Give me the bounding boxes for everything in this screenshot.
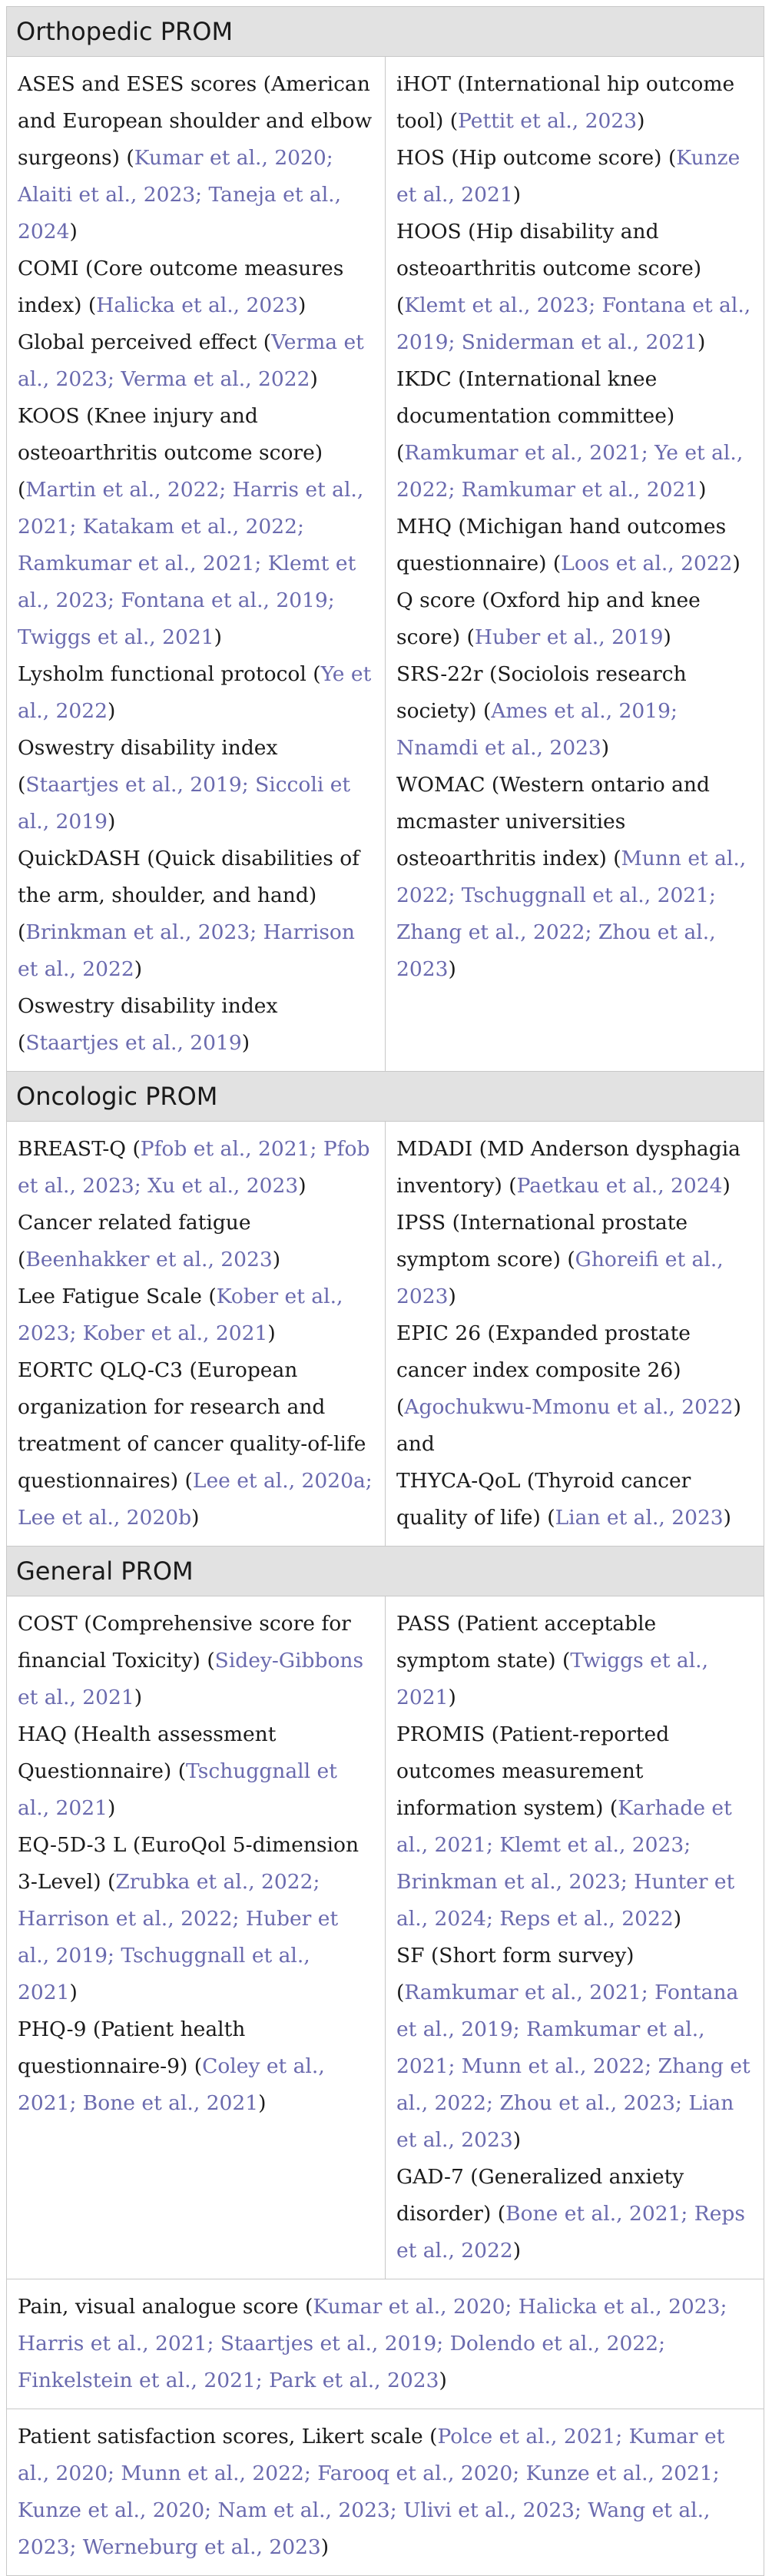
entry: MHQ (Michigan hand outcomes questionnaire) (Loos et al., 2022) bbox=[396, 515, 741, 575]
reference-link[interactable]: Beenhakker et al., 2023 bbox=[25, 1248, 273, 1271]
reference-link[interactable]: Halicka et al., 2023 bbox=[96, 293, 298, 317]
reference-link[interactable]: Lian et al., 2023 bbox=[555, 1506, 724, 1530]
oncologic-left-column bbox=[7, 1122, 386, 1547]
entry: QuickDASH (Quick disabilities of the arm, shoulder, and hand) (Brinkman et al., 2023; Harrison et al., 2022) bbox=[18, 847, 359, 981]
reference-link[interactable]: Ramkumar et al., 2021; Fontana et al., 2019; Ramkumar et al., 2021; Munn et al., 2022; Zhang et al., 2022; Zhou et al., 2023; Lian et al., 2023 bbox=[396, 1981, 750, 2152]
reference-link[interactable]: Martin et al., 2022; Harris et al., 2021; Katakam et al., 2022; Ramkumar et al., 2021; Klemt et al., 2023; Fontana et al., 2019; Twiggs et al., 2021 bbox=[18, 478, 364, 649]
entry: Lysholm functional protocol (Ye et al., 2022) bbox=[18, 662, 372, 723]
entry: KOOS (Knee injury and osteoarthritis outcome score) (Martin et al., 2022; Harris et al., 2021; Katakam et al., 2022; Ramkumar et al., 2021; Klemt et al., 2023; Fontana et al., 2019; Twiggs et al., 2021) bbox=[18, 404, 364, 649]
entry: PROMIS (Patient-reported outcomes measurement information system) (Karhade et al., 2021; Klemt et al., 2023; Brinkman et al., 2023; Hunter et al., 2024; Reps et al., 2022) bbox=[396, 1722, 735, 1931]
entry: PHQ-9 (Patient health questionnaire-9) (Coley et al., 2021; Bone et al., 2021) bbox=[18, 2017, 325, 2115]
entry: EPIC 26 (Expanded prostate cancer index composite 26) (Agochukwu-Mmonu et al., 2022) and bbox=[396, 1321, 741, 1456]
entry: IPSS (International prostate symptom score) (Ghoreifi et al., 2023) bbox=[396, 1211, 724, 1308]
full-width-row bbox=[7, 2409, 764, 2576]
reference-link[interactable]: Kumar et al., 2020; Halicka et al., 2023; Harris et al., 2021; Staartjes et al., 2019; Dolendo et al., 2022; Finkelstein et al., 2021; Park et al., 2023 bbox=[18, 2295, 727, 2392]
reference-link[interactable]: Bone et al., 2021; Reps et al., 2022 bbox=[396, 2202, 745, 2263]
reference-link[interactable]: Karhade et al., 2021; Klemt et al., 2023; Brinkman et al., 2023; Hunter et al., 2024; Reps et al., 2022 bbox=[396, 1796, 735, 1931]
section-header-row bbox=[7, 1547, 764, 1596]
entry: Patient satisfaction scores, Likert scale (Polce et al., 2021; Kumar et al., 2020; Munn et al., 2022; Farooq et al., 2020; Kunze et al., 2021; Kunze et al., 2020; Nam et al., 2023; Ulivi et al., 2023; Wang et al., 2023; Werneburg et al., 2023) bbox=[18, 2425, 725, 2559]
section-title-general: General PROM bbox=[7, 1547, 764, 1596]
orthopedic-left-column bbox=[7, 57, 386, 1072]
reference-link[interactable]: Lee et al., 2020a; Lee et al., 2020b bbox=[18, 1469, 373, 1530]
reference-link[interactable]: Sidey-Gibbons et al., 2021 bbox=[18, 1649, 364, 1709]
entry: THYCA-QoL (Thyroid cancer quality of life) (Lian et al., 2023) bbox=[396, 1469, 732, 1530]
reference-link[interactable]: Huber et al., 2019 bbox=[474, 625, 664, 649]
reference-link[interactable]: Pfob et al., 2021; Pfob et al., 2023; Xu et al., 2023 bbox=[18, 1137, 370, 1198]
entry: Oswestry disability index (Staartjes et al., 2019) bbox=[18, 994, 278, 1055]
entry: SRS-22r (Sociolois research society) (Ames et al., 2019; Nnamdi et al., 2023) bbox=[396, 662, 687, 760]
oncologic-right-column bbox=[386, 1122, 764, 1547]
reference-link[interactable]: Paetkau et al., 2024 bbox=[516, 1174, 723, 1198]
section-title-orthopedic: Orthopedic PROM bbox=[7, 7, 764, 57]
entry: HOOS (Hip disability and osteoarthritis outcome score) (Klemt et al., 2023; Fontana et al., 2019; Sniderman et al., 2021) bbox=[396, 220, 751, 354]
orthopedic-right-column bbox=[386, 57, 764, 1072]
reference-link[interactable]: Staartjes et al., 2019 bbox=[25, 1031, 242, 1055]
reference-link[interactable]: Twiggs et al., 2021 bbox=[396, 1649, 709, 1709]
reference-link[interactable]: Ye et al., 2022 bbox=[18, 662, 372, 723]
entry: Lee Fatigue Scale (Kober et al., 2023; Kober et al., 2021) bbox=[18, 1285, 343, 1345]
entry: WOMAC (Western ontario and mcmaster universities osteoarthritis index) (Munn et al., 2022; Tschuggnall et al., 2021; Zhang et al., 2022; Zhou et al., 2023) bbox=[396, 773, 747, 981]
entry: COST (Comprehensive score for financial Toxicity) (Sidey-Gibbons et al., 2021) bbox=[18, 1612, 364, 1709]
pain-vas-cell bbox=[7, 2279, 764, 2409]
entry: BREAST-Q (Pfob et al., 2021; Pfob et al., 2023; Xu et al., 2023) bbox=[18, 1137, 370, 1198]
reference-link[interactable]: Ghoreifi et al., 2023 bbox=[396, 1248, 724, 1308]
reference-link[interactable]: Coley et al., 2021; Bone et al., 2021 bbox=[18, 2054, 325, 2115]
full-width-row bbox=[7, 2279, 764, 2409]
general-left-column bbox=[7, 1596, 386, 2279]
entry: HAQ (Health assessment Questionnaire) (Tschuggnall et al., 2021) bbox=[18, 1722, 337, 1820]
reference-link[interactable]: Pettit et al., 2023 bbox=[458, 109, 638, 133]
entry: MDADI (MD Anderson dysphagia inventory) (Paetkau et al., 2024) bbox=[396, 1137, 741, 1198]
entry: Oswestry disability index (Staartjes et al., 2019; Siccoli et al., 2019) bbox=[18, 736, 351, 834]
reference-link[interactable]: Agochukwu-Mmonu et al., 2022 bbox=[404, 1395, 734, 1419]
entry: Global perceived effect (Verma et al., 2023; Verma et al., 2022) bbox=[18, 330, 364, 391]
reference-link[interactable]: Zrubka et al., 2022; Harrison et al., 2022; Huber et al., 2019; Tschuggnall et al., 2021 bbox=[18, 1870, 339, 2004]
section-title-oncologic: Oncologic PROM bbox=[7, 1072, 764, 1122]
entry: iHOT (International hip outcome tool) (Pettit et al., 2023) bbox=[396, 72, 735, 133]
entry: HOS (Hip outcome score) (Kunze et al., 2021) bbox=[396, 146, 741, 207]
section-body-row bbox=[7, 57, 764, 1072]
section-body-row bbox=[7, 1596, 764, 2279]
reference-link[interactable]: Klemt et al., 2023; Fontana et al., 2019; Sniderman et al., 2021 bbox=[396, 293, 751, 354]
entry: Pain, visual analogue score (Kumar et al., 2020; Halicka et al., 2023; Harris et al., 2021; Staartjes et al., 2019; Dolendo et al., 2022; Finkelstein et al., 2021; Park et al., 2023) bbox=[18, 2295, 727, 2392]
entry: Q score (Oxford hip and knee score) (Huber et al., 2019) bbox=[396, 588, 701, 649]
section-body-row bbox=[7, 1122, 764, 1547]
reference-link[interactable]: Brinkman et al., 2023; Harrison et al., 2022 bbox=[18, 920, 355, 981]
section-header-row bbox=[7, 7, 764, 57]
reference-link[interactable]: Kober et al., 2023; Kober et al., 2021 bbox=[18, 1285, 343, 1345]
reference-link[interactable]: Loos et al., 2022 bbox=[561, 552, 733, 575]
prom-table bbox=[6, 6, 764, 2576]
entry: ASES and ESES scores (American and European shoulder and elbow surgeons) (Kumar et al., 2020; Alaiti et al., 2023; Taneja et al., 2024) bbox=[18, 72, 373, 244]
section-header-row bbox=[7, 1072, 764, 1122]
reference-link[interactable]: Tschuggnall et al., 2021 bbox=[18, 1759, 337, 1820]
reference-link[interactable]: Kunze et al., 2021 bbox=[396, 146, 741, 207]
general-right-column bbox=[386, 1596, 764, 2279]
reference-link[interactable]: Polce et al., 2021; Kumar et al., 2020; Munn et al., 2022; Farooq et al., 2020; Kunze et al., 2021; Kunze et al., 2020; Nam et al., 2023; Ulivi et al., 2023; Wang et al., 2023; Werneburg et al., 2023 bbox=[18, 2425, 725, 2559]
reference-link[interactable]: Ames et al., 2019; Nnamdi et al., 2023 bbox=[396, 699, 678, 760]
entry: COMI (Core outcome measures index) (Halicka et al., 2023) bbox=[18, 257, 344, 317]
reference-link[interactable]: Ramkumar et al., 2021; Ye et al., 2022; Ramkumar et al., 2021 bbox=[396, 441, 744, 502]
entry: GAD-7 (Generalized anxiety disorder) (Bone et al., 2021; Reps et al., 2022) bbox=[396, 2165, 745, 2263]
entry: EORTC QLQ-C3 (European organization for research and treatment of cancer quality-of-life questionnaires) (Lee et al., 2020a; Lee et al., 2020b) bbox=[18, 1358, 373, 1530]
reference-link[interactable]: Staartjes et al., 2019; Siccoli et al., 2019 bbox=[18, 773, 351, 834]
reference-link[interactable]: Kumar et al., 2020; Alaiti et al., 2023; Taneja et al., 2024 bbox=[18, 146, 342, 244]
reference-link[interactable]: Munn et al., 2022; Tschuggnall et al., 2021; Zhang et al., 2022; Zhou et al., 2023 bbox=[396, 847, 747, 981]
entry: IKDC (International knee documentation committee) (Ramkumar et al., 2021; Ye et al., 2022; Ramkumar et al., 2021) bbox=[396, 367, 744, 502]
patient-satisfaction-cell bbox=[7, 2409, 764, 2576]
reference-link[interactable]: Verma et al., 2023; Verma et al., 2022 bbox=[18, 330, 364, 391]
entry: SF (Short form survey) (Ramkumar et al., 2021; Fontana et al., 2019; Ramkumar et al., 2021; Munn et al., 2022; Zhang et al., 2022; Zhou et al., 2023; Lian et al., 2023) bbox=[396, 1944, 750, 2152]
entry: Cancer related fatigue (Beenhakker et al., 2023) bbox=[18, 1211, 281, 1271]
entry: EQ-5D-3 L (EuroQol 5-dimension 3-Level) (Zrubka et al., 2022; Harrison et al., 2022; Huber et al., 2019; Tschuggnall et al., 2021) bbox=[18, 1833, 359, 2004]
entry: PASS (Patient acceptable symptom state) (Twiggs et al., 2021) bbox=[396, 1612, 709, 1709]
